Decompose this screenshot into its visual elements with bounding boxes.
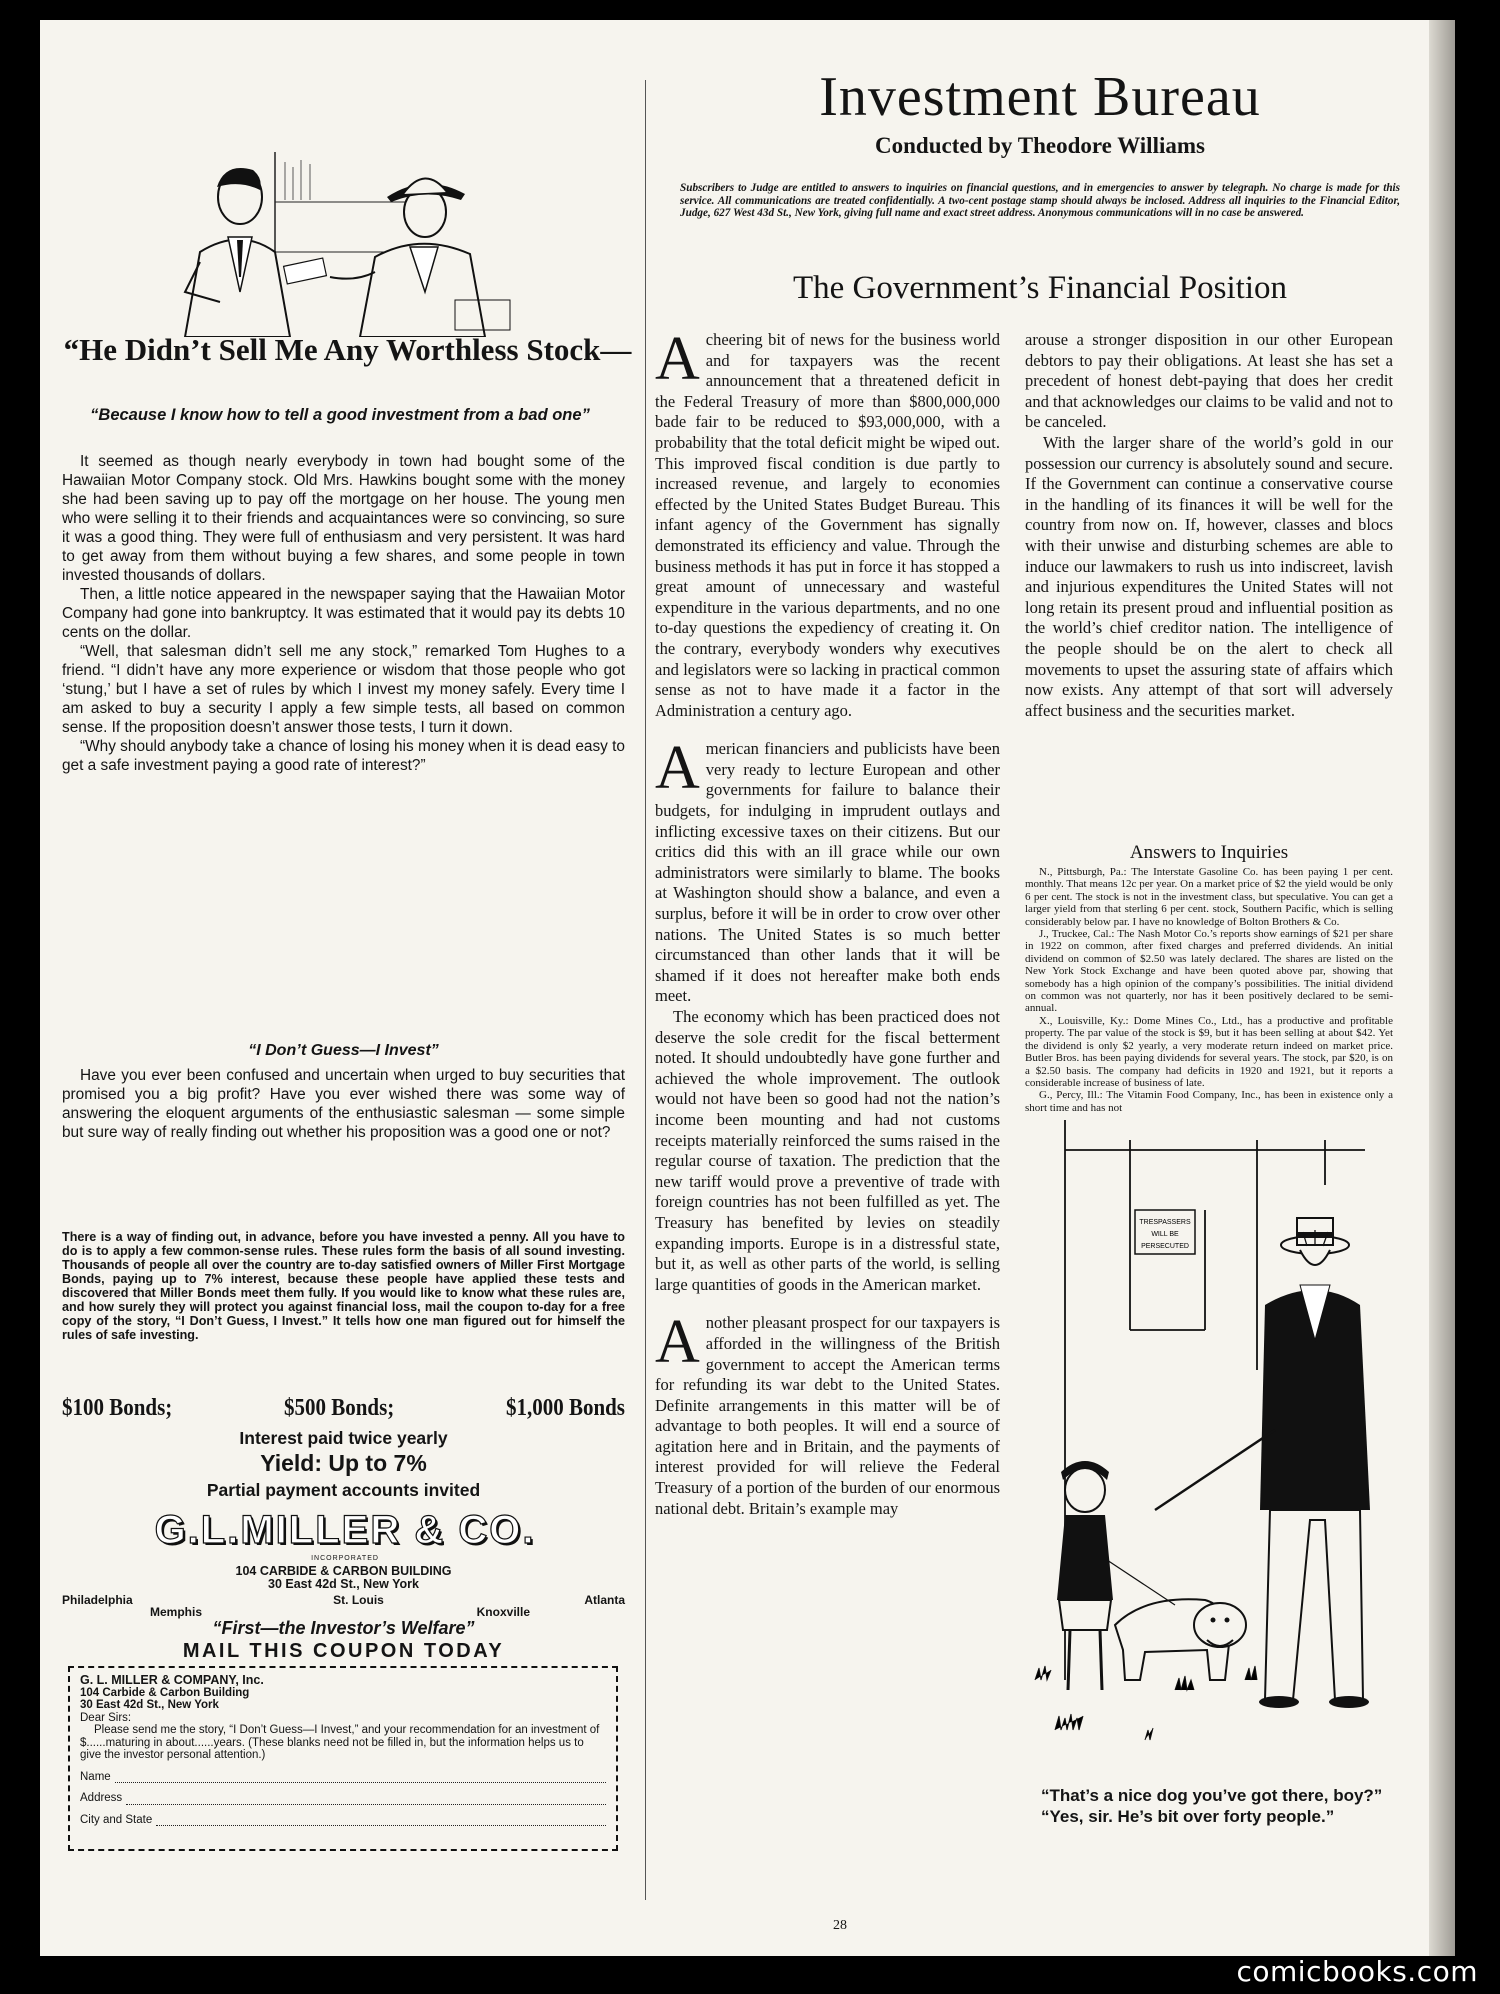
- coupon-city-field[interactable]: [156, 1814, 606, 1827]
- caption-line: “That’s a nice dog you’ve got there, boy?”: [1041, 1786, 1383, 1805]
- coupon-name-line[interactable]: [80, 1771, 606, 1784]
- sign-text: WILL BE: [1151, 1231, 1179, 1238]
- ad-subhead: “Because I know how to tell a good investment from a bad one”: [90, 406, 590, 424]
- ad-yield-line: Yield: Up to 7%: [260, 1450, 427, 1476]
- advertisement-column: [50, 60, 632, 1940]
- article-column-right: [1025, 330, 1393, 721]
- subscriber-notice: Subscribers to Judge are entitled to answers to inquiries on financial questions, and in emergencies to answer by telegraph. No charge is made for this service. All communications are treated confidentially. A two-cent postage stamp should always be inclosed. Address all inquiries to the Financial Editor, Judge, 627 West 43d St., New York, giving full name and exact street address. Anonymous communications will in no case be answered.: [680, 182, 1400, 219]
- coupon-address-label: Address: [80, 1792, 123, 1804]
- bond-denomination: $500 Bonds;: [283, 1393, 395, 1421]
- article-paragraph: With the larger share of the world’s gold in our possession our currency is absolutely sound and secure. If the Government can continue a conservative course in the handling of its finances it will be well for the country from now on. If, however, classes and blocs with their unwise and disturbing schemes are able to induce our lawmakers to rush us into indiscreet, lavish and injurious expenditures the United States will not long retain its present proud and influential position as the world’s chief creditor nation. The intelligence of the people should be on the alert to check all movements to upset the assuring state of affairs which now exists. Any attempt of that sort will adversely affect business and the securities market.: [1025, 432, 1393, 720]
- bond-denomination: $1,000 Bonds: [505, 1393, 625, 1421]
- cartoon-boy-and-dog: [1025, 1040, 1393, 1765]
- inquiry-answer: G., Percy, Ill.: The Vitamin Food Company, Inc., has been in existence only a short time and has not: [1025, 1089, 1393, 1114]
- ad-interest-line: Interest paid twice yearly: [239, 1428, 448, 1448]
- ad-bond-denominations: [62, 1393, 625, 1422]
- coupon-address-field[interactable]: [126, 1792, 606, 1805]
- ad-address-line: 104 CARBIDE & CARBON BUILDING: [235, 1564, 452, 1578]
- ad-pitch-text: [62, 1066, 625, 1142]
- gl-miller-logo: G.L.MILLER & CO.: [154, 1508, 536, 1552]
- page-title: Investment Bureau: [819, 66, 1261, 128]
- article-paragraph: Acheering bit of news for the business world and for taxpayers was the recent announcement that a threatened deficit in the Federal Treasury of more than $800,000,000 bade fair to be reduced to $93,000,000, with a probability that the total deficit might be wiped out. This improved fiscal condition is due partly to increased revenue, and largely to economies effected by the United States Budget Bureau. This infant agency of the Government has signally demonstrated its efficiency and value. Through the business methods it has put in force it has stopped a great amount of unnecessary and wasteful expenditure in the various departments, and no one to-day questions the expediency of creating it. On the contrary, everybody wonders why executives and legislators were so lacking in practical common sense as not to have made it a factor in the Administration a century ago.: [655, 325, 1000, 720]
- coupon-name-field[interactable]: [115, 1771, 606, 1784]
- branch-city: Philadelphia: [62, 1593, 133, 1607]
- ad-paragraph: Have you ever been confused and uncertain when urged to buy securities that promised you a big profit? Have you ever wished there was some way of answering the eloquent arguments of the enthusiastic salesman — some simple but sure way of really finding out whether his proposition was a good one or not?: [62, 1067, 625, 1141]
- inquiry-answer: N., Pittsburgh, Pa.: The Interstate Gasoline Co. has been paying 1 per cent. monthly. That means 12c per year. On a market price of $2 the yield would be only 6 per cent. The stock is not in the investment class, but speculative. You can get a larger yield from that sterling 6 per cent. stock, Southern Pacific, which is selling considerably below par. I have no knowledge of Bolton Brothers & Co.: [1025, 866, 1393, 928]
- ad-branch-cities: [120, 1605, 560, 1619]
- article-paragraph: The economy which has been practiced does not deserve the sole credit for the fiscal betterment noted. It should undoubtedly have gone further and achieved the whole improvement. The outlook would not have been so good had not the nation’s income been mounting and had not customs receipts materially reinforced the sums raised in the regular course of taxation. The prediction that the new tariff would prove a preventive of trade with foreign countries has not been fulfilled as yet. The Treasury has benefited by levies on steadily expanding imports. Europe is in a distressful state, but it, as well as other parts of the world, is selling large quantities of goods in the American market.: [655, 1007, 1000, 1294]
- book-spine-edge: [1429, 20, 1455, 1956]
- ad-section-title: “I Don’t Guess—I Invest”: [248, 1042, 439, 1059]
- ad-paragraph: It seemed as though nearly everybody in town had bought some of the Hawaiian Motor Company stock. Old Mrs. Hawkins bought some with the money she had been saving up to pay off the mortgage on her house. The young men who were selling it to their friends and acquaintances were so convincing, so sure it was a good thing. They were full of enthusiasm and very persistent. It was hard to get away from them without buying a few shares, and some people in town invested thousands of dollars.: [62, 453, 625, 584]
- branch-city: Memphis: [150, 1605, 203, 1619]
- article-headline: The Government’s Financial Position: [792, 270, 1288, 306]
- magazine-page: [40, 20, 1455, 1956]
- column-divider: [645, 80, 646, 1900]
- byline: Conducted by Theodore Williams: [875, 133, 1205, 158]
- coupon-company: G. L. MILLER & COMPANY, Inc.: [80, 1673, 264, 1687]
- answers-heading: Answers to Inquiries: [1129, 842, 1289, 863]
- watermark: comicbooks.com: [1236, 1955, 1478, 1988]
- ad-mail-coupon-heading: MAIL THIS COUPON TODAY: [182, 1640, 505, 1662]
- coupon-name-label: Name: [80, 1770, 111, 1783]
- mail-in-coupon[interactable]: [68, 1666, 618, 1851]
- article-column-left: [655, 325, 1000, 1900]
- ad-address-line: 30 East 42d St., New York: [268, 1577, 419, 1591]
- sign-text: TRESPASSERS: [1139, 1219, 1191, 1226]
- coupon-building: 104 Carbide & Carbon Building: [80, 1686, 250, 1699]
- logo-incorporated: INCORPORATED: [311, 1555, 379, 1562]
- branch-city: St. Louis: [333, 1593, 384, 1607]
- coupon-street: 30 East 42d St., New York: [80, 1699, 219, 1711]
- coupon-city-label: City and State: [80, 1813, 153, 1826]
- article-paragraph: American financiers and publicists have been very ready to lecture European and other governments for failure to balance their budgets, for indulging in imprudent outlays and inflicting excessive taxes on their citizens. But our critics did this with an ill grace while our own administrators were similarly to blame. The books at Washington should show a balance, and even a surplus, before it will be in order to crow over other nations. The United States is so much better circumstanced than other lands that it will be shamed if it does not hereafter make both ends meet.: [655, 734, 1000, 1006]
- inquiry-answer: J., Truckee, Cal.: The Nash Motor Co.’s reports show earnings of $21 per share in 1922 on common, after fixed charges and preferred dividends. An initial dividend on common of $2.50 was lately declared. The shares are listed on the New York Stock Exchange and have been quoted above par, showing that somebody has a high opinion of the company’s possibilities. The initial dividend on common was not quarterly, nor has it been positively declared to be semi-annual.: [1025, 928, 1393, 1015]
- branch-city: Knoxville: [476, 1605, 530, 1619]
- coupon-city-line[interactable]: [80, 1814, 606, 1827]
- branch-city: Atlanta: [584, 1593, 625, 1607]
- ad-offer-text: There is a way of finding out, in advance, before you have invested a penny. All you have to do is to apply a few common-sense rules. These rules form the basis of all sound investing. Thousands of people all over the country are to-day satisfied owners of Miller First Mortgage Bonds, paying up to 7% interest, because these people have applied these tests and discovered that Miller Bonds meet them fully. If you would like to know what these rules are, and how surely they will protect you against financial loss, mail the coupon to-day for a free copy of the story, “I Don’t Guess, I Invest.” It tells how one man figured out for himself the rules of safe investing.: [62, 1230, 625, 1342]
- article-paragraph: arouse a stronger disposition in our other European debtors to pay their obligations. At least she has set a precedent of honest debt-paying that does her credit and that acknowledges our claims to be valid and not to be canceled.: [1025, 330, 1393, 432]
- ad-address: [62, 1565, 625, 1591]
- article-paragraph: Another pleasant prospect for our taxpayers is afforded in the willingness of the British government to accept the American terms for refunding its war debt to the United States. Definite arrangements in this matter will be of advantage to both peoples. It will end a source of agitation here and in Britain, and the payments of interest provided for will relieve the Federal Treasury of a portion of the burden of our enormous national debt. Britain’s example may: [655, 1308, 1000, 1518]
- bond-denomination: $100 Bonds;: [62, 1393, 173, 1421]
- cartoon-caption: [1025, 1785, 1393, 1827]
- ad-headline: “He Didn’t Sell Me Any Worthless Stock—: [63, 332, 632, 367]
- ad-partial-payment-line: Partial payment accounts invited: [206, 1480, 481, 1500]
- sign-text: PERSECUTED: [1141, 1243, 1189, 1250]
- coupon-address-line[interactable]: [80, 1792, 606, 1805]
- inquiry-answer: X., Louisville, Ky.: Dome Mines Co., Ltd., has a productive and profitable property. The par value of the stock is $9, but it has been selling at about $42. Yet the dividend is only $2 yearly, a very moderate return indeed on market price. Butler Bros. has been paying dividends for several years. The stock, par $20, is on a $2.50 basis. The company had deficits in 1920 and 1921, but it reports a considerable increase of business of late.: [1025, 1014, 1393, 1089]
- ad-paragraph: “Why should anybody take a chance of losing his money when it is dead easy to get a safe investment paying a good rate of interest?”: [62, 738, 625, 774]
- page-number: 28: [833, 1918, 847, 1933]
- coupon-salutation: Dear Sirs:: [80, 1711, 132, 1724]
- ad-story-text: [62, 452, 625, 775]
- ad-paragraph: Then, a little notice appeared in the newspaper saying that the Hawaiian Motor Company had gone into bankruptcy. It was estimated that it would pay its debts 10 cents on the dollar.: [62, 586, 625, 641]
- caption-line: “Yes, sir. He’s bit over forty people.”: [1041, 1807, 1335, 1826]
- ad-illustration-two-men: [125, 142, 545, 337]
- coupon-request-text: Please send me the story, “I Don’t Guess—I Invest,” and your recommendation for an investment of $......maturing in about......years. (These blanks need not be filled in, but the information helps us to give the investor personal attention.): [80, 1724, 600, 1761]
- ad-slogan: “First—the Investor’s Welfare”: [212, 1618, 475, 1638]
- ad-paragraph: “Well, that salesman didn’t sell me any stock,” remarked Tom Hughes to a friend. “I didn’t have any more experience or wisdom that those people who got ‘stung,’ but I have a set of rules by which I invest my money safely. Every time I am asked to buy a security I apply a few simple tests, all based on common sense. If the proposition doesn’t answer those tests, I turn it down.: [62, 643, 625, 736]
